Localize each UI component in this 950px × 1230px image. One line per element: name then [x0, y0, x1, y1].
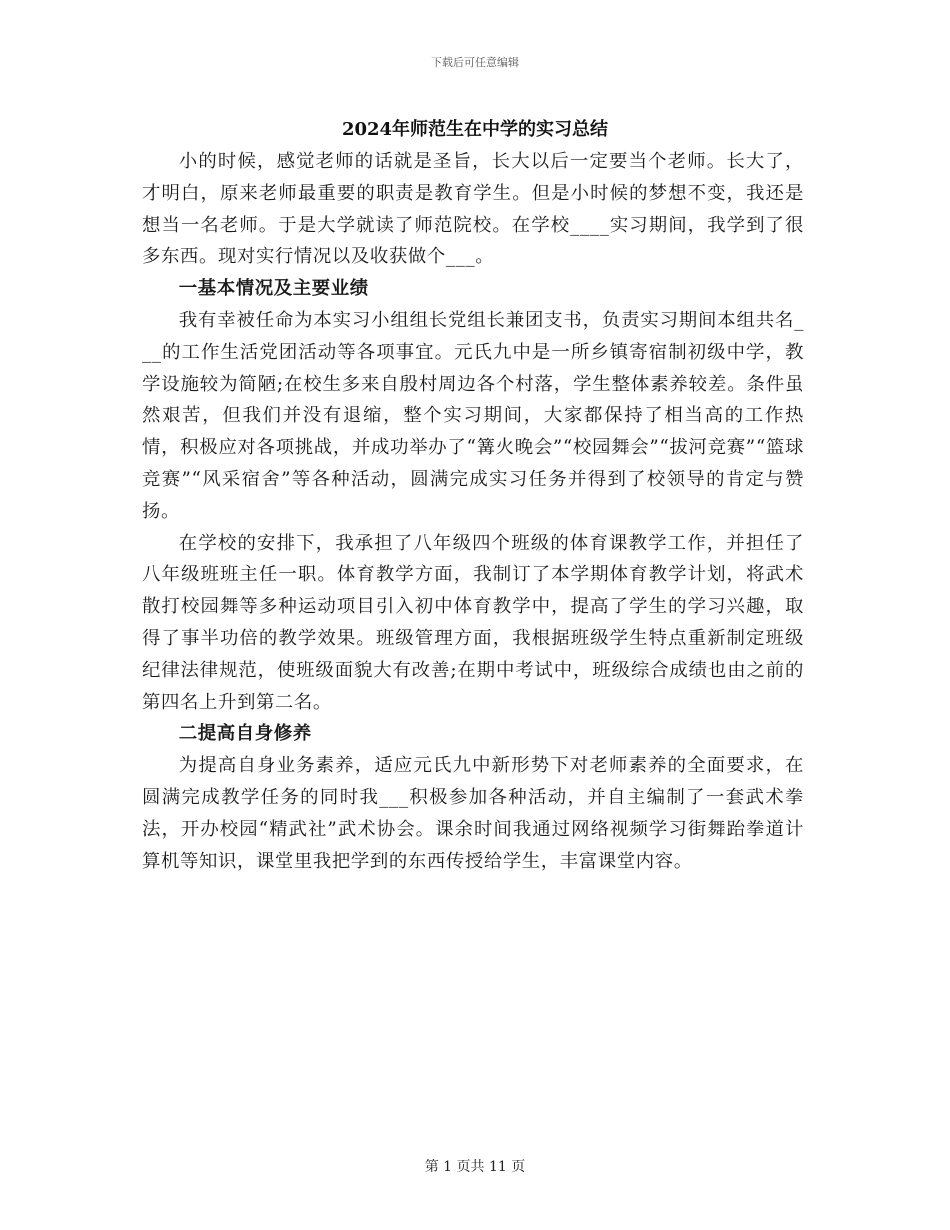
- document-title: 2024年师范生在中学的实习总结: [341, 119, 609, 140]
- paragraph-self-improvement: 为提高自身业务素养，适应元氏九中新形势下对老师素养的全面要求，在圆满完成教学任务的同时我___积极参加各种活动，并自主编制了一套武术拳法，开办校园“精武社”武术协会。课余时间我通过网络视频学习街舞跆拳道计算机等知识，课堂里我把学到的东西传授给学生，丰富课堂内容。: [142, 755, 804, 872]
- intro-paragraph: 小的时候，感觉老师的话就是圣旨，长大以后一定要当个老师。长大了，才明白，原来老师最重要的职责是教育学生。但是小时候的梦想不变，我还是想当一名老师。于是大学就读了师范院校。在学校____实习期间，我学到了很多东西。现对实行情况以及收获做个___。: [142, 151, 804, 268]
- document-body: [142, 146, 804, 877]
- header-note: 下载后可任意编辑: [431, 56, 519, 69]
- paragraph-team-leader: 我有幸被任命为本实习小组组长党组长兼团支书，负责实习期间本组共名___的工作生活党团活动等各项事宜。元氏九中是一所乡镇寄宿制初级中学，教学设施较为简陋;在校生多来自殷村周边各个村落，学生整体素养较差。条件虽然艰苦，但我们并没有退缩，整个实习期间，大家都保持了相当高的工作热情，积极应对各项挑战，并成功举办了“篝火晚会”“校园舞会”“拔河竞赛”“篮球竞赛”“风采宿舍”等各种活动，圆满完成实习任务并得到了校领导的肯定与赞扬。: [142, 309, 804, 522]
- section-heading-self-improvement: 二提高自身修养: [178, 723, 312, 745]
- page-footer: 第 1 页共 11 页: [424, 1159, 526, 1175]
- paragraph-teaching-work: 在学校的安排下，我承担了八年级四个班级的体育课教学工作，并担任了八年级班班主任一职。体育教学方面，我制订了本学期体育教学计划，将武术散打校园舞等多种运动项目引入初中体育教学中，提高了学生的学习兴趣，取得了事半功倍的教学效果。班级管理方面，我根据班级学生特点重新制定班级纪律法律规范，使班级面貌大有改善;在期中考试中，班级综合成绩也由之前的第四名上升到第二名。: [142, 532, 804, 713]
- section-heading-basic-situation: 一基本情况及主要业绩: [178, 278, 369, 300]
